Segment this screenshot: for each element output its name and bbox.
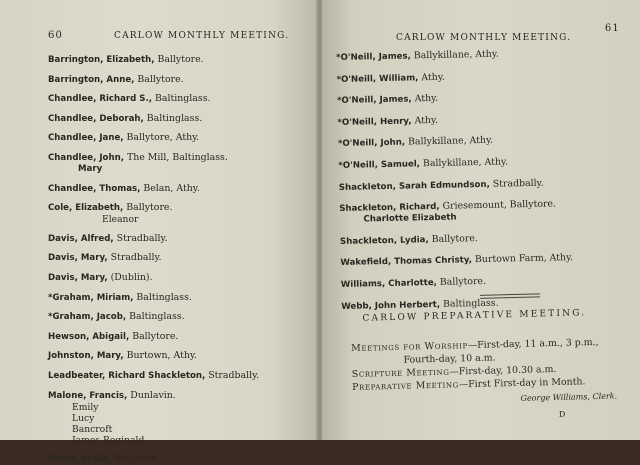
member-entry [48,350,308,362]
member-place: Baltinglass. [129,311,185,323]
member-place: Ballytore. [126,202,173,214]
member-name: *O'Neill, William, [336,72,419,85]
member-continuation: James Reginald [72,434,145,446]
member-entry [48,113,308,125]
member-place: Stradbally. [492,177,544,190]
member-entry [338,132,634,150]
member-name: Neale, Lydia, [48,454,111,465]
member-name: Davis, Mary, [48,253,108,264]
member-place: Baltinglass. [155,93,211,105]
member-entry [340,251,636,269]
member-place: Dunlavin. [130,389,176,401]
member-name: *O'Neill, John, [337,137,406,150]
member-entry [48,331,308,343]
member-name: *Graham, Miriam, [48,292,134,303]
member-entry [48,390,308,446]
member-name: Shackleton, Sarah Edmundson, [338,179,490,193]
member-name: Malone, Francis, [48,390,128,401]
member-name: *O'Neill, Henry, [337,116,412,128]
member-entry [48,292,308,304]
member-place: Ballykillane, Athy. [407,135,494,148]
member-name: *O'Neill, James, [336,94,412,107]
member-place: Athy. [421,71,445,83]
member-entry [338,154,634,172]
member-name: Leadbeater, Richard Shackleton, [48,370,206,381]
member-name: Chandlee, Deborah, [48,113,144,124]
member-name: Webb, John Herbert, [341,299,441,312]
member-place: Stradbally. [110,252,162,264]
member-continuation: Emily [72,401,99,413]
member-entry [48,93,308,105]
member-name: Barrington, Elizabeth, [48,55,155,65]
member-name: Chandlee, Richard S., [48,94,153,105]
left-member-list [48,54,308,465]
left-page-header [48,30,308,48]
member-place: Ballytore. [132,330,179,342]
meeting-line: Preparative Meeting—First First-day in Month. [352,376,586,393]
member-entry [48,152,308,175]
member-place: Ballykillane, Athy. [413,48,499,62]
right-page-number: 61 [604,23,620,34]
member-place: Ballytore, Athy. [126,132,200,144]
member-continuation: Charlotte Elizabeth [363,212,457,225]
meeting-line: Meetings for Worship—First-day, 11 a.m., 3 p.m., [351,336,599,354]
right-page [322,0,640,440]
member-place: Ballytore. [157,54,204,65]
member-entry [341,273,637,291]
member-continuation: Mary [78,163,103,174]
member-place: Griesemount, Ballytore. [442,198,557,212]
member-entry [340,230,636,248]
member-place: Athy. [414,93,439,105]
section-title: CARLOW PREPARATIVE MEETING. [362,308,587,324]
signature-mark: D [558,409,566,419]
section-rule [480,296,540,298]
member-place: Ballytore. [137,73,184,85]
left-page-number: 60 [48,30,64,41]
member-entry [339,197,635,226]
member-place: Ballykillane, Athy. [422,156,509,170]
member-place: The Mill, Baltinglass. [126,151,228,163]
member-entry [336,67,632,85]
member-name: Davis, Mary, [48,272,108,283]
member-name: Wakefield, Thomas Christy, [340,255,473,269]
clerk-signature: George Williams, Clerk. [520,391,618,403]
member-place: Athy. [414,114,439,127]
member-name: Chandlee, Thomas, [48,183,141,194]
member-place: Baltinglass. [442,297,499,310]
member-entry [337,111,633,129]
member-place: Ballytore. [439,275,487,288]
member-place: (Dublin). [110,271,153,283]
member-entry [48,74,308,86]
preparative-meeting-section [350,291,633,424]
member-name: *O'Neill, Samuel, [338,159,421,171]
left-running-head: CARLOW MONTHLY MEETING. [114,31,290,41]
member-entry [48,183,308,195]
member-place: Baltinglass. [136,291,192,303]
member-entry [48,233,308,245]
member-entry [339,175,635,193]
left-page [0,0,318,465]
right-running-head: CARLOW MONTHLY MEETING. [396,33,572,43]
member-name: Barrington, Anne, [48,74,135,85]
member-name: Shackleton, Richard, [339,202,440,215]
member-entry [336,46,632,64]
member-name: Davis, Alfred, [48,233,114,244]
member-entry [48,311,308,323]
member-name: Hewson, Abigail, [48,331,130,342]
member-entry [48,370,308,382]
member-place: Burtown Farm, Athy. [474,252,574,266]
member-entry [48,132,308,144]
meeting-line: Scripture Meeting—First-day, 10.30 a.m. [351,363,557,380]
member-place: Ballytore. [113,453,160,465]
member-name: Williams, Charlotte, [340,277,437,290]
right-member-list [336,46,637,313]
member-name: *O'Neill, James, [336,51,411,63]
member-name: Chandlee, Jane, [48,133,124,144]
member-name: Cole, Elizabeth, [48,203,124,214]
member-entry [48,272,308,284]
member-entry [48,202,308,225]
member-name: Shackleton, Lydia, [339,234,429,247]
member-name: *Graham, Jacob, [48,312,127,323]
member-continuation: Eleanor [102,214,139,226]
member-place: Ballytore. [431,232,478,245]
member-name: Johnston, Mary, [48,351,124,362]
meeting-line: Fourth-day, 10 a.m. [403,352,496,366]
member-entry [48,54,308,66]
member-place: Stradbally. [116,232,168,244]
member-continuation: Bancroft [72,423,113,435]
member-place: Stradbally. [208,369,260,381]
member-name: Chandlee, John, [48,152,124,163]
member-entry [337,89,633,107]
section-rule [480,293,540,295]
member-place: Baltinglass. [146,112,203,124]
member-continuation: Lucy [72,412,95,424]
right-page-header [336,23,632,44]
member-place: Belan, Athy. [143,182,200,194]
member-entry [48,252,308,264]
member-place: Burtown, Athy. [126,350,197,362]
member-entry [48,453,308,465]
